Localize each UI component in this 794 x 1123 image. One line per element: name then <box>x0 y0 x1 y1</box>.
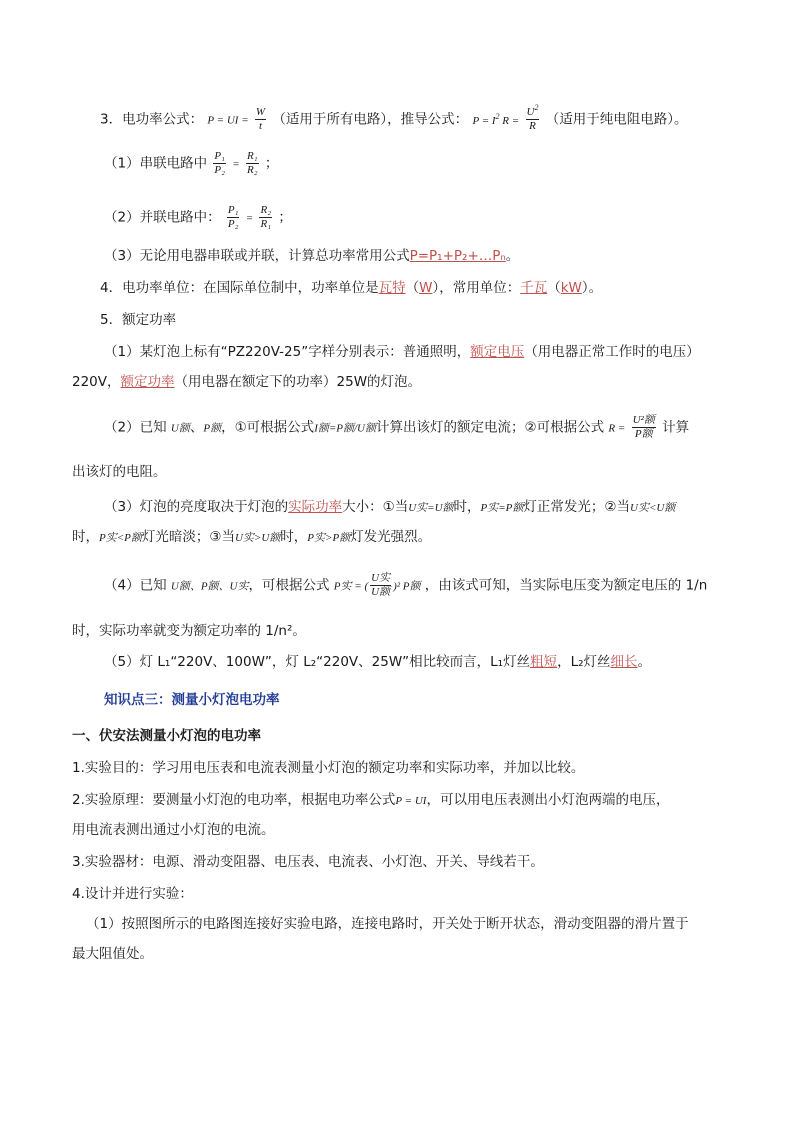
text: （1）某灯泡上标有“PZ220V-25”字样分别表示：普通照明， <box>104 344 471 360</box>
text: 计算 <box>662 419 690 436</box>
text: 时，实际功率就变为额定功率的 1/n²。 <box>72 623 306 639</box>
equals: = <box>232 158 240 171</box>
parallel-ratio-line <box>104 204 764 231</box>
text: 3.实验器材：电源、滑动变阻器、电压表、电流表、小灯泡、开关、导线若干。 <box>72 854 544 870</box>
fraction-u2-over-r <box>526 103 540 133</box>
underlined-answer: 粗短 <box>530 654 558 670</box>
formula: R = <box>608 422 626 435</box>
underlined-answer: W <box>419 280 433 296</box>
text: 5．额定功率 <box>100 312 177 328</box>
text: ； <box>278 209 292 226</box>
experiment-step-1 <box>86 914 746 934</box>
text: ，由该式可知，当实际电压变为额定电压的 1/n <box>424 577 708 594</box>
text: （5）灯 L₁“220V、100W”，灯 L₂“220V、25W”相比较而言，L₁灯丝 <box>104 654 531 670</box>
denominator: P额 <box>634 428 653 440</box>
formula: P = UI <box>395 795 427 807</box>
text: 4．电功率单位：在国际单位制中，功率单位是 <box>100 280 379 296</box>
text: 时， <box>280 529 308 545</box>
formula: P实<P额 <box>99 532 142 544</box>
text: 出该灯的电阻。 <box>72 464 167 480</box>
formula: U实<U额 <box>630 502 676 514</box>
rated-power-item-4 <box>104 572 764 599</box>
text: （1）按照图所示的电路图连接好实验电路，连接电路时，开关处于断开状态，滑动变阻器的滑片置于 <box>86 916 689 932</box>
rated-power-item-2-cont <box>72 462 732 482</box>
text: （用电器在额定下的功率）25W的灯泡。 <box>174 374 422 390</box>
underlined-answer: 细长 <box>610 654 638 670</box>
denominator: R <box>529 120 536 132</box>
power-formula-line <box>100 103 760 133</box>
fraction <box>246 150 259 177</box>
exponent: 2 <box>534 103 539 112</box>
rated-power-heading <box>100 310 760 330</box>
denominator: P₂ <box>214 164 225 176</box>
formula: )² P额 <box>393 580 421 593</box>
text: 灯正常发光；②当 <box>523 499 630 515</box>
rated-power-item-2 <box>104 414 764 441</box>
text: （2）已知 <box>104 419 167 436</box>
formula: P = UI = <box>207 114 249 127</box>
text: （3）灯泡的亮度取决于灯泡的 <box>104 499 289 515</box>
numerator: P₁ <box>214 150 225 162</box>
text: 时， <box>453 499 481 515</box>
underlined-answer: kW <box>560 280 582 296</box>
text: 最大阻值处。 <box>72 946 153 962</box>
formula <box>472 111 520 127</box>
fraction <box>370 572 391 599</box>
text: （3）无论用电器串联或并联，计算总功率常用公式 <box>104 248 410 264</box>
formula: U额 <box>170 422 190 435</box>
rated-power-item-5 <box>104 652 764 672</box>
experiment-purpose <box>72 758 732 778</box>
text: ）。 <box>581 280 603 296</box>
formula: U实=U额 <box>408 502 454 514</box>
text: 灯发光强烈。 <box>350 529 432 545</box>
text: 。 <box>505 248 520 264</box>
text: （4）已知 <box>104 577 167 594</box>
total-power-line <box>104 246 764 266</box>
rated-power-item-1-cont <box>72 372 732 392</box>
text: （适用于所有电路），推导公式： <box>272 111 469 128</box>
formula: I额=P额/U额 <box>314 422 376 435</box>
experiment-step-1-cont <box>72 944 732 964</box>
rated-power-item-3 <box>104 497 764 518</box>
numerator: U实 <box>371 572 391 584</box>
text: ），常用单位： <box>432 280 521 296</box>
text: 用电流表测出通过小灯泡的电流。 <box>72 822 275 838</box>
numerator: R₁ <box>246 150 258 162</box>
formula: P额 <box>203 422 222 435</box>
power-unit-line <box>100 278 760 298</box>
formula: P实>P额 <box>307 532 351 544</box>
denominator: R₂ <box>246 164 258 176</box>
numerator-var: U <box>526 106 535 118</box>
text: 一、伏安法测量小灯泡的电功率 <box>72 728 261 744</box>
numerator: R₂ <box>260 204 272 216</box>
text: 。 <box>637 654 652 670</box>
underlined-answer: 额定功率 <box>120 374 175 390</box>
text: 大小：①当 <box>342 499 409 515</box>
section-label: 知识点三： <box>104 692 172 708</box>
text: 3．电功率公式： <box>100 111 204 128</box>
text: ，L₂灯丝 <box>557 654 611 670</box>
numerator: W <box>255 106 266 118</box>
text: 1.实验目的：学习用电压表和电流表测量小灯泡的额定功率和实际功率，并加以比较。 <box>72 760 585 776</box>
text: 220V， <box>72 374 121 390</box>
knowledge-point-heading <box>104 690 764 710</box>
experiment-principle-cont <box>72 820 732 840</box>
text: ，可根据公式 <box>248 577 330 594</box>
fraction-w-over-t <box>255 106 266 133</box>
text: 计算出该灯的额定电流；②可根据公式 <box>376 419 605 436</box>
text: ，可以用电压表测出小灯泡两端的电压， <box>426 792 670 808</box>
fraction <box>632 414 656 441</box>
exponent: 2 <box>495 111 500 121</box>
formula: U实>U额 <box>234 532 281 544</box>
experiment-principle <box>72 790 732 811</box>
formula: P实 = ( <box>333 580 369 593</box>
section-title: 测量小灯泡电功率 <box>171 692 280 708</box>
denominator: P₂ <box>227 218 239 230</box>
text: （ <box>547 280 561 296</box>
formula-part: P = I <box>472 114 496 127</box>
text: （适用于纯电阻电路）。 <box>545 111 688 128</box>
text: 灯光暗淡；③当 <box>141 529 235 545</box>
numerator: P₁ <box>227 204 239 216</box>
rated-power-item-4-cont <box>72 621 732 641</box>
rated-power-item-1 <box>104 342 764 362</box>
numerator: U²额 <box>632 414 655 426</box>
underlined-answer: 瓦特 <box>378 280 406 296</box>
experiment-design <box>72 884 732 904</box>
denominator: U额 <box>371 586 391 598</box>
rated-power-item-3-cont <box>72 527 732 548</box>
denominator: R₁ <box>260 218 272 230</box>
underlined-answer: 实际功率 <box>288 499 343 515</box>
text: ，①可根据公式 <box>221 419 315 436</box>
text: 、 <box>189 419 204 436</box>
formula: U额、P额、U实 <box>170 580 249 593</box>
equals: = <box>245 212 254 225</box>
text: 2.实验原理：要测量小灯泡的电功率，根据电功率公式 <box>72 792 396 808</box>
fraction <box>213 150 226 177</box>
text: （ <box>405 280 420 296</box>
text: ； <box>264 155 279 172</box>
numerator <box>526 103 540 120</box>
text: 时， <box>72 529 99 545</box>
fraction <box>227 204 240 231</box>
text: （2）并联电路中： <box>104 209 221 226</box>
denominator: t <box>258 120 263 132</box>
series-ratio-line <box>104 150 764 177</box>
text: （1）串联电路中 <box>104 155 208 172</box>
text: 4.设计并进行实验： <box>72 886 193 902</box>
text: （用电器正常工作时的电压） <box>524 344 700 360</box>
formula-part: R = <box>502 114 520 127</box>
experiment-equipment <box>72 852 732 872</box>
fraction <box>259 204 272 231</box>
underlined-answer: 千瓦 <box>520 280 548 296</box>
underlined-answer: P=P₁+P₂+…Pₙ <box>409 248 506 264</box>
underlined-answer: 额定电压 <box>470 344 525 360</box>
method-heading <box>72 726 732 746</box>
formula: P实=P额 <box>480 502 524 514</box>
